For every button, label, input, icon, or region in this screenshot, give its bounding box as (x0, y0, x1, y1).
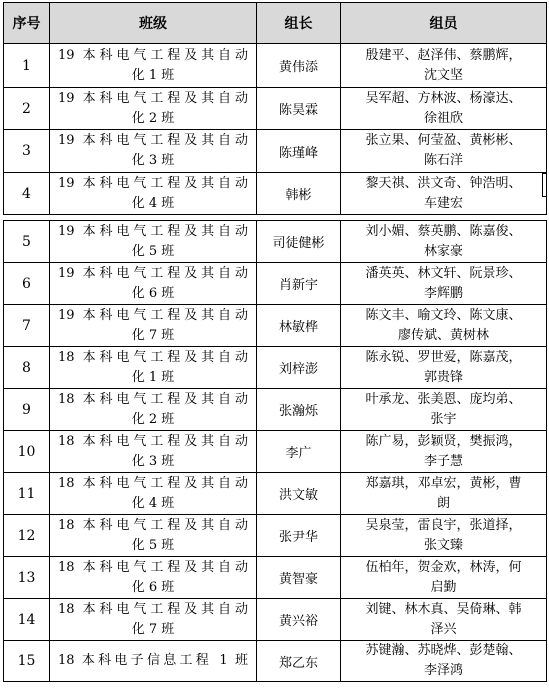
class-line-1: 19 本科电气工程及其自动 (58, 133, 248, 148)
members-cell (341, 347, 547, 389)
members-line-1: 陈文丰、喻文玲、陈文康、 (365, 307, 522, 323)
members-cell (341, 221, 547, 263)
class-line-2: 化 3 班 (131, 453, 175, 469)
table-row (4, 473, 547, 515)
leader-cell: 黄兴裕 (257, 599, 341, 641)
members-line-1: 叶承龙、张美恩、庞均弟、 (365, 391, 522, 407)
class-line-1: 19 本科电气工程及其自动 (58, 175, 248, 191)
members-line-2: 陈石洋 (423, 153, 463, 168)
class-line-2: 化 7 班 (131, 621, 175, 637)
table-row (4, 347, 547, 389)
members-cell (341, 173, 547, 215)
leader-cell: 肖新宇 (257, 263, 341, 305)
class-cell (50, 130, 257, 173)
class-line-1: 18 本科电气工程及其自动 (58, 559, 248, 575)
class-line-2: 化 2 班 (131, 411, 175, 427)
class-cell (50, 389, 257, 431)
class-line-2: 化 4 班 (131, 195, 175, 211)
members-cell (341, 515, 547, 557)
class-line-1: 18 本科电气工程及其自动 (58, 391, 248, 407)
class-line-2: 化 5 班 (131, 537, 175, 553)
members-line-1: 苏键瀚、苏晓烨、彭楚翰、 (365, 643, 522, 658)
members-cell (341, 641, 547, 682)
table-row (4, 389, 547, 431)
members-line-2: 徐祖欣 (423, 110, 463, 126)
members-cell (341, 88, 547, 130)
row-number: 8 (4, 347, 50, 389)
leader-cell: 黄智豪 (257, 557, 341, 599)
table-row (4, 130, 547, 173)
table-header-row (4, 3, 547, 44)
table-row (4, 557, 547, 599)
row-number: 10 (4, 431, 50, 473)
class-cell (50, 221, 257, 263)
row-number: 2 (4, 88, 50, 130)
row-number: 1 (4, 44, 50, 88)
row-number: 11 (4, 473, 50, 515)
members-line-2: 沈文坚 (423, 67, 463, 83)
class-line-2: 化 5 班 (131, 243, 175, 259)
members-line-1: 潘英英、林文轩、阮景珍、 (365, 265, 522, 281)
row-number: 9 (4, 389, 50, 431)
class-line-1: 18 本科电气工程及其自动 (58, 349, 248, 365)
class-line-1: 18 本科电气工程及其自动 (58, 475, 248, 491)
class-line-1: 19 本科电气工程及其自动 (58, 265, 248, 281)
header-members: 组员 (341, 3, 547, 44)
members-cell (341, 431, 547, 473)
members-line-1: 刘键、林木真、吴倚琳、韩 (365, 601, 522, 617)
row-number: 3 (4, 130, 50, 173)
members-cell (341, 557, 547, 599)
class-line-2: 化 1 班 (131, 369, 175, 385)
class-cell (50, 473, 257, 515)
row-number: 14 (4, 599, 50, 641)
leader-cell: 黄伟添 (257, 44, 341, 88)
members-line-2: 李泽鸿 (423, 663, 463, 678)
members-line-2: 郭贵锋 (423, 369, 463, 385)
class-cell (50, 347, 257, 389)
row-number: 13 (4, 557, 50, 599)
header-no: 序号 (4, 3, 50, 44)
row-number: 15 (4, 641, 50, 682)
members-line-1: 张立果、何莹盈、黄彬彬、 (365, 133, 522, 148)
class-cell (50, 515, 257, 557)
class-line-1: 18 本科电气工程及其自动 (58, 517, 248, 533)
class-line-2: 化 6 班 (131, 579, 175, 595)
members-line-2: 李子慧 (423, 453, 463, 469)
class-line-2: 化 7 班 (131, 327, 175, 343)
class-cell (50, 263, 257, 305)
leader-cell: 李广 (257, 431, 341, 473)
members-line-2: 张宇 (430, 411, 457, 427)
members-line-1: 吴军超、方林波、杨濠达、 (365, 90, 522, 106)
members-cell (341, 130, 547, 173)
members-line-2: 张文臻 (423, 537, 463, 553)
members-line-1: 郑嘉琪，邓卓宏，黄彬，曹 (365, 475, 522, 491)
members-line-2: 廖传斌、黄树林 (397, 327, 489, 343)
leader-cell: 林敏桦 (257, 305, 341, 347)
row-number: 5 (4, 221, 50, 263)
row-number: 7 (4, 305, 50, 347)
class-line-1: 19 本科电气工程及其自动 (58, 307, 248, 323)
table-row (4, 305, 547, 347)
table-row (4, 173, 547, 215)
table-row (4, 515, 547, 557)
group-table-part-2 (3, 220, 547, 682)
leader-cell: 陈昊霖 (257, 88, 341, 130)
leader-cell: 韩彬 (257, 173, 341, 215)
members-line-2: 泽兴 (430, 621, 457, 637)
members-line-2: 车建宏 (423, 195, 463, 211)
table-row (4, 431, 547, 473)
row-number: 12 (4, 515, 50, 557)
class-line-2: 化 6 班 (131, 285, 175, 301)
members-line-1: 殷建平、赵泽伟、蔡鹏辉， (365, 47, 522, 63)
table-row (4, 44, 547, 88)
leader-cell: 刘梓澎 (257, 347, 341, 389)
class-cell (50, 431, 257, 473)
leader-cell: 司徒健彬 (257, 221, 341, 263)
class-cell (50, 641, 257, 682)
members-cell (341, 305, 547, 347)
members-cell (341, 473, 547, 515)
class-line-2: 化 2 班 (131, 110, 175, 126)
class-line-1: 19 本科电气工程及其自动 (58, 223, 248, 239)
row-number: 6 (4, 263, 50, 305)
class-cell (50, 305, 257, 347)
members-line-1: 刘小媚、蔡英鹏、陈嘉俊、 (365, 223, 522, 239)
class-cell (50, 44, 257, 88)
members-line-1: 陈广易，彭颖贤，樊振鸿， (365, 433, 522, 449)
class-cell (50, 173, 257, 215)
class-line-2: 化 3 班 (131, 153, 175, 168)
members-line-1: 伍柏年，贺金欢，林涛，何 (365, 559, 522, 575)
class-line-1: 18 本科电气工程及其自动 (58, 601, 248, 617)
header-leader: 组长 (257, 3, 341, 44)
members-cell (341, 263, 547, 305)
table-row (4, 599, 547, 641)
header-class: 班级 (50, 3, 257, 44)
table-row (4, 641, 547, 682)
class-cell (50, 88, 257, 130)
table-row (4, 263, 547, 305)
class-line-1: 18 本科电子信息工程 1 班 (58, 653, 248, 668)
table-edge-mark (542, 173, 547, 197)
table-row (4, 221, 547, 263)
group-table-part-1 (3, 2, 547, 215)
leader-cell: 郑乙东 (257, 641, 341, 682)
members-cell (341, 389, 547, 431)
leader-cell: 张尹华 (257, 515, 341, 557)
class-line-2: 化 1 班 (131, 67, 175, 83)
row-number: 4 (4, 173, 50, 215)
table-row (4, 88, 547, 130)
class-line-1: 19 本科电气工程及其自动 (58, 47, 248, 63)
leader-cell: 张瀚烁 (257, 389, 341, 431)
members-cell (341, 599, 547, 641)
members-cell (341, 44, 547, 88)
members-line-2: 林家豪 (423, 243, 463, 259)
members-line-2: 李辉鹏 (423, 285, 463, 301)
leader-cell: 洪文敏 (257, 473, 341, 515)
class-cell (50, 599, 257, 641)
members-line-2: 启勤 (430, 579, 457, 595)
members-line-1: 陈永锐、罗世爱，陈嘉茂， (365, 349, 522, 365)
leader-cell: 陈瑾峰 (257, 130, 341, 173)
class-cell (50, 557, 257, 599)
class-line-1: 18 本科电气工程及其自动 (58, 433, 248, 449)
class-line-1: 19 本科电气工程及其自动 (58, 90, 248, 106)
class-line-2: 化 4 班 (131, 495, 175, 511)
members-line-1: 吴泉莹，雷良宇，张道择， (365, 517, 522, 533)
members-line-1: 黎天祺、洪文奇、钟浩明、 (365, 175, 522, 191)
members-line-2: 朗 (436, 495, 450, 511)
